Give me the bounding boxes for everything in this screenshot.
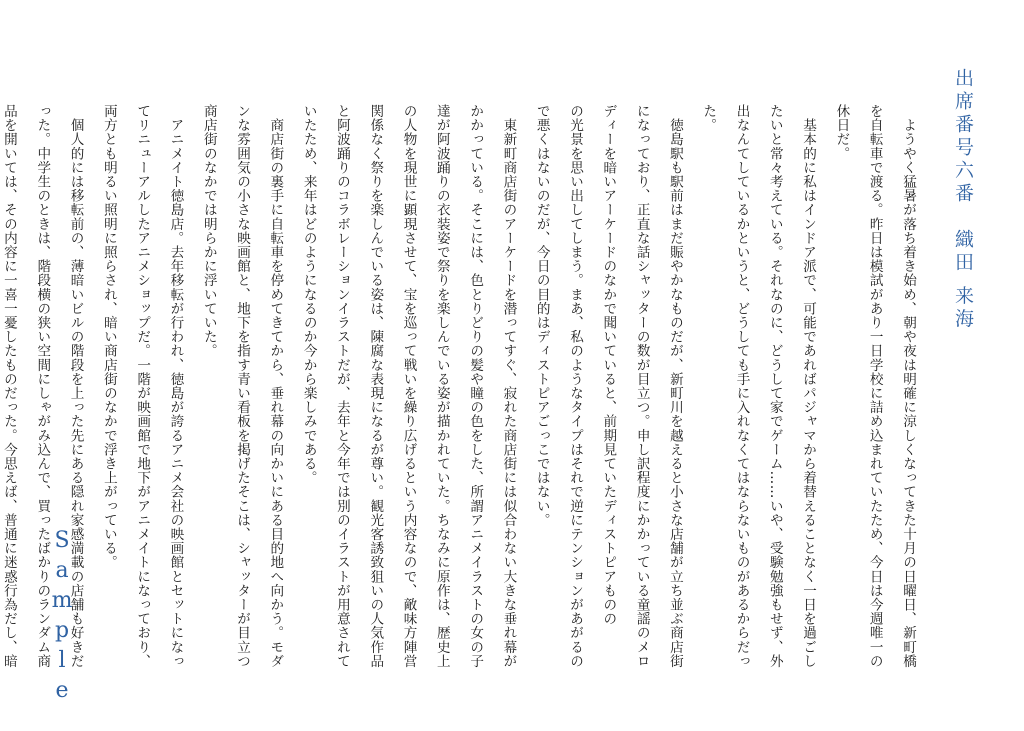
watermark-letter: p — [54, 618, 70, 643]
text-column: 品を開いては、その内容に一喜一憂したものだった。今思えば、普通に迷惑行為だし、暗 — [0, 104, 17, 668]
text-column: 個人的には移転前の、薄暗いビルの階段を上った先にある隠れ家感満載の店舗も好きだ — [67, 104, 84, 668]
text-column: 両方とも明るい照明に照らされ、暗い商店街のなかで浮き上がっている。 — [100, 104, 117, 570]
text-column: 関係なく祭りを楽しんでいる姿は、陳腐な表現になるが尊い。観光客誘致狙いの人気作品 — [367, 104, 384, 668]
text-column: で悪くはないのだが、今日の目的はディストピアごっこではない。 — [533, 104, 550, 527]
text-column: た。 — [700, 104, 717, 133]
text-column: を自転車で渡る。昨日は模試があり一日学校に詰め込まれていたため、今日は今週唯一の — [866, 104, 883, 668]
watermark-letter: S — [54, 528, 70, 553]
text-column: った。中学生のときは、階段横の狭い空間にしゃがみ込んで、買ったばかりのランダム商 — [34, 104, 51, 668]
text-column: の人物を現世に顕現させて、宝を巡って戦いを繰り広げるという内容なので、敵味方陣営 — [400, 104, 417, 668]
text-column: かかっている。そこには、色とりどりの髪や瞳の色をした、所謂アニメイラストの女の子 — [467, 104, 484, 668]
text-column: 商店街の裏手に自転車を停めてきてから、垂れ幕の向かいにある目的地へ向かう。モダ — [267, 104, 284, 668]
text-column: たいと常々考えている。それなのに、どうして家でゲーム……いや、受験勉強もせず、外 — [766, 104, 783, 668]
text-column: 休日だ。 — [833, 104, 850, 161]
text-column: アニメイト徳島店。去年移転が行われ、徳島が誇るアニメ会社の映画館とセットになっ — [167, 104, 184, 668]
text-column: になっており、正直な話シャッターの数が目立つ。申し訳程度にかかっている童謡のメロ — [633, 104, 650, 668]
text-column: ンな雰囲気の小さな映画館と、地下を指す青い看板を掲げたそこは、シャッターが目立つ — [234, 104, 251, 668]
document-title: 出席番号六番 織田 来海 — [952, 68, 974, 332]
text-column: 出なんてしているかというと、どうしても手に入れなくてはならないものがあるからだっ — [733, 104, 750, 668]
text-column: てリニューアルしたアニメショップだ。一階が映画館で地下がアニメイトになっており、 — [134, 104, 151, 668]
watermark-letter: a — [55, 558, 69, 583]
sample-watermark — [42, 526, 82, 706]
watermark-letter: l — [58, 648, 66, 673]
body-text — [0, 104, 924, 694]
watermark-letter: m — [51, 588, 73, 613]
text-column: 東新町商店街のアーケードを潜ってすぐ、寂れた商店街には似合わない大きな垂れ幕が — [500, 104, 517, 668]
text-column: の光景を思い出してしまう。まあ、私のようなタイプはそれで逆にテンションがあがるの — [567, 104, 584, 668]
text-column: 商店街のなかでは明らかに浮いていた。 — [200, 104, 217, 358]
text-column: 徳島駅も駅前はまだ賑やかなものだが、新町川を越えると小さな店舗が立ち並ぶ商店街 — [666, 104, 683, 668]
text-column: 達が阿波踊りの衣装姿で祭りを楽しんでいる姿が描かれていた。ちなみに原作は、歴史上 — [433, 104, 450, 668]
text-column: 基本的に私はインドア派で、可能であればパジャマから着替えることなく一日を過ごし — [800, 104, 817, 668]
watermark-letter: e — [55, 678, 69, 703]
text-column: いたため、来年はどのようになるのか今から楽しみである。 — [300, 104, 317, 485]
text-column: ようやく猛暑が落ち着き始め、朝や夜は明確に涼しくなってきた十月の日曜日、新町橋 — [900, 104, 916, 668]
text-column: ディーを暗いアーケードのなかで聞いていると、前期見ていたディストピアものの — [600, 104, 617, 626]
text-column: と阿波踊りのコラボレーションイラストだが、去年と今年では別のイラストが用意されて — [333, 104, 350, 668]
